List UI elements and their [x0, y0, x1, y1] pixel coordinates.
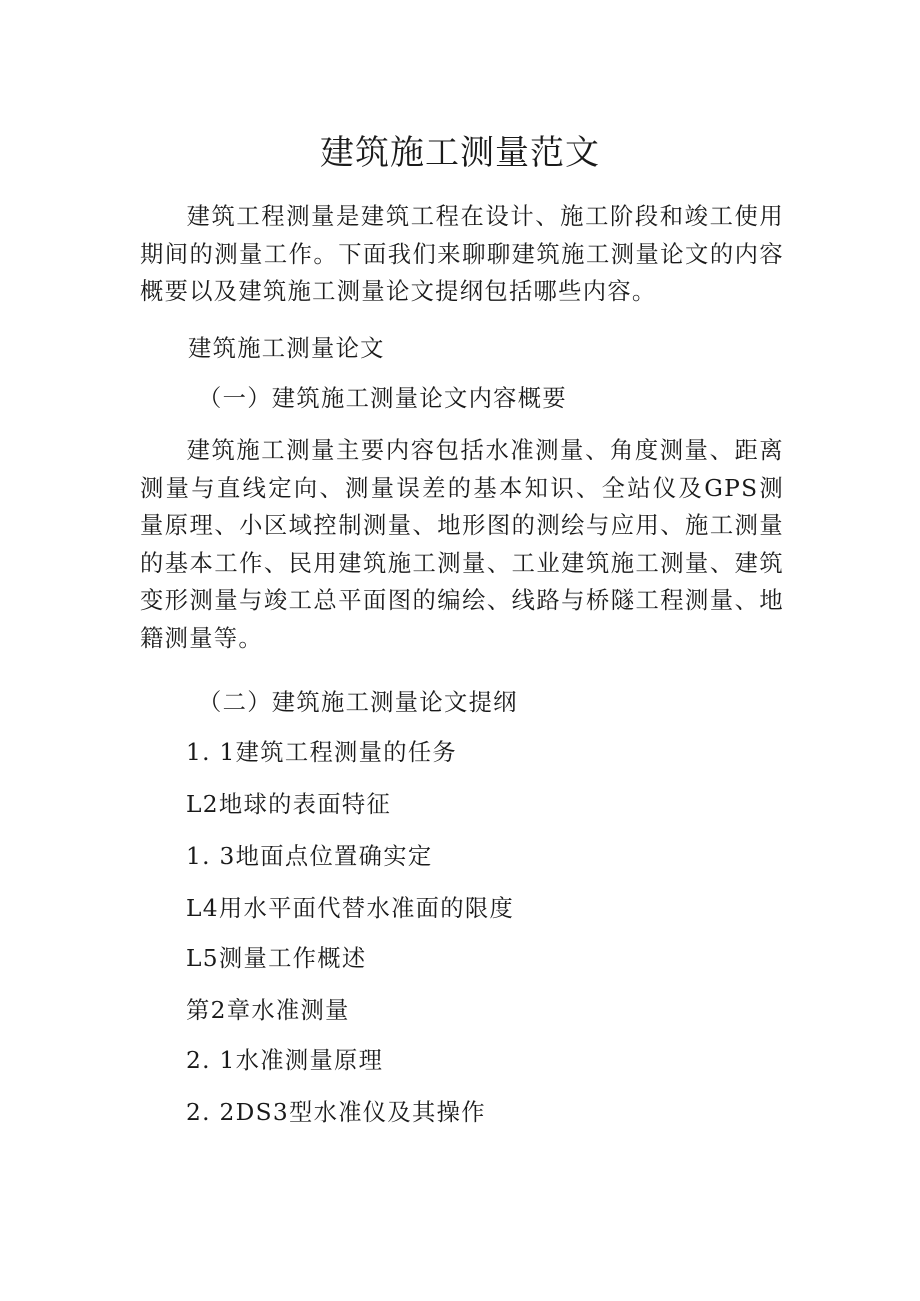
- outline-item: L2地球的表面特征: [186, 791, 392, 818]
- sub-heading-outline: （二）建筑施工测量论文提纲: [198, 689, 518, 716]
- outline-item: 1. 1建筑工程测量的任务: [186, 739, 458, 766]
- outline-item: 第2章水准测量: [186, 997, 350, 1024]
- content-summary-paragraph: 建筑施工测量主要内容包括水准测量、角度测量、距离测量与直线定向、测量误差的基本知识、全站仪及GPS测量原理、小区域控制测量、地形图的测绘与应用、施工测量的基本工作、民用建筑施工测量、工业建筑施工测量、建筑变形测量与竣工总平面图的编绘、线路与桥隧工程测量、地籍测量等。: [140, 437, 784, 652]
- outline-item: 2. 2DS3型水准仪及其操作: [186, 1099, 486, 1126]
- section-heading: 建筑施工测量论文: [188, 335, 385, 362]
- outline-item: L5测量工作概述: [186, 945, 367, 972]
- outline-item: 2. 1水准测量原理: [186, 1047, 384, 1074]
- sub-heading-content-summary: （一）建筑施工测量论文内容概要: [198, 385, 567, 412]
- outline-item: 1. 3地面点位置确实定: [186, 843, 433, 870]
- document-title: 建筑施工测量范文: [320, 133, 600, 173]
- intro-paragraph: 建筑工程测量是建筑工程在设计、施工阶段和竣工使用期间的测量工作。下面我们来聊聊建筑施工测量论文的内容概要以及建筑施工测量论文提纲包括哪些内容。: [140, 203, 784, 305]
- outline-item: L4用水平面代替水准面的限度: [186, 895, 515, 922]
